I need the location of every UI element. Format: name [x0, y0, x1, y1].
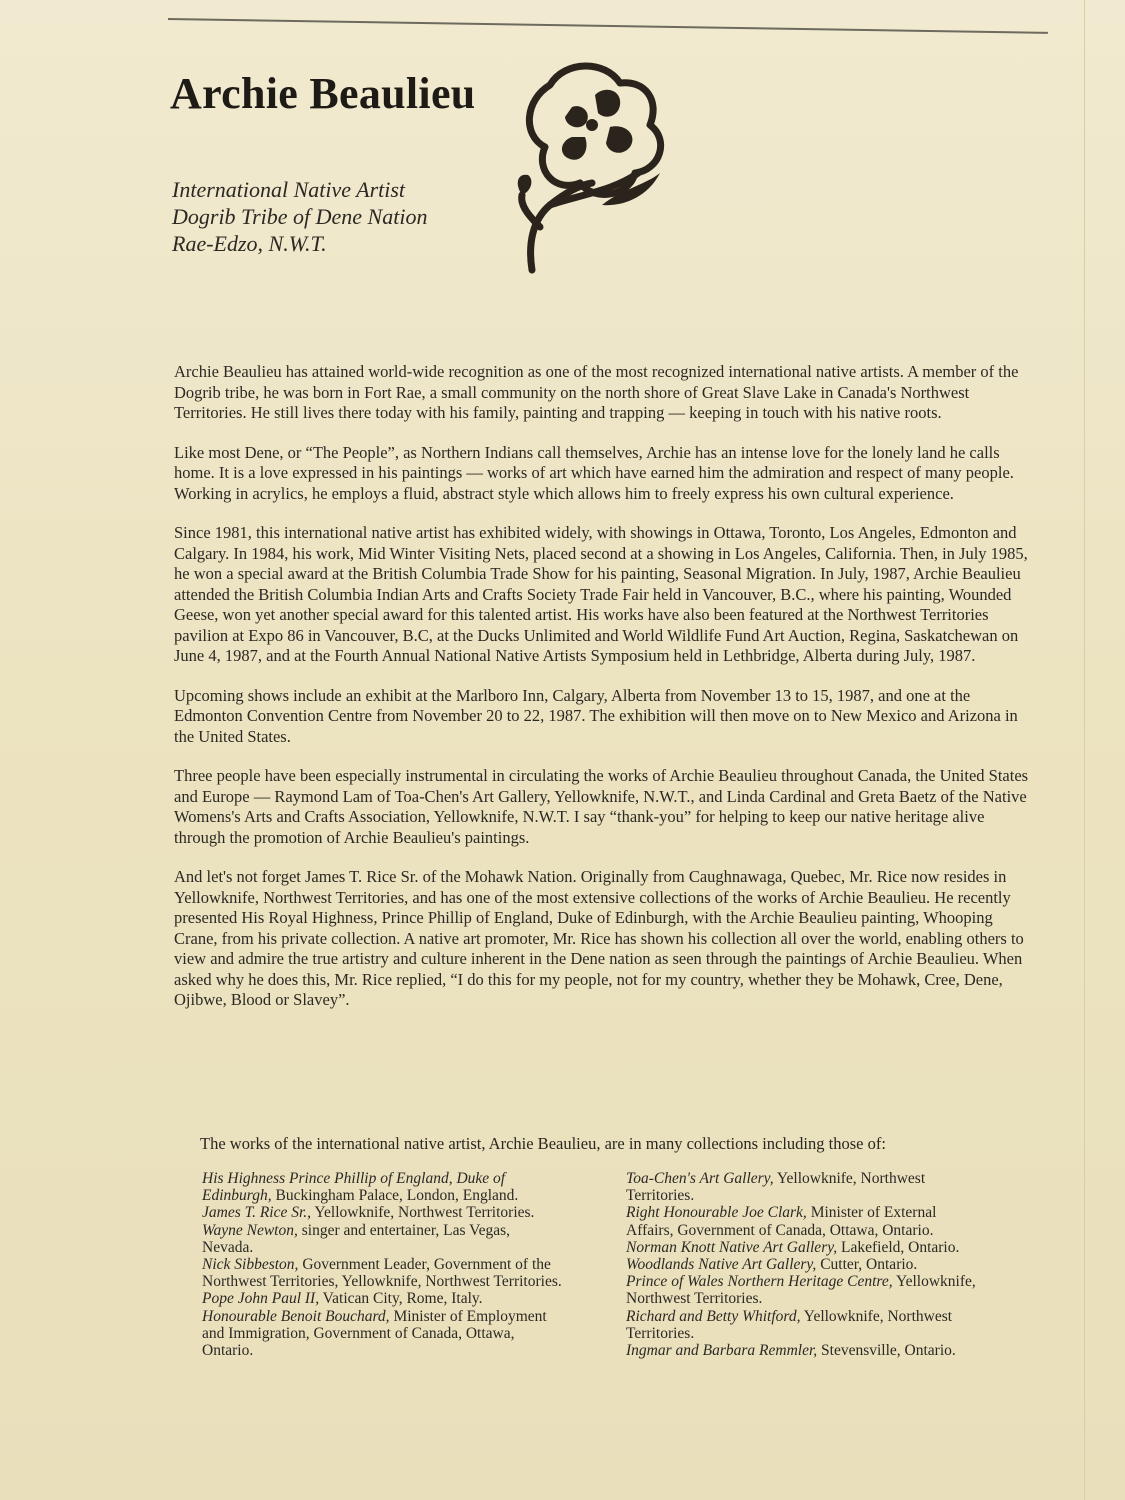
collection-entry [626, 1273, 986, 1307]
collector-detail: Vatican City, Rome, Italy. [319, 1290, 483, 1308]
collection-entry [626, 1239, 986, 1256]
collection-entry [626, 1308, 986, 1342]
collector-detail: Yellowknife, Northwest Territories. [626, 1273, 976, 1308]
collector-name: Pope John Paul II, [202, 1290, 320, 1308]
collection-entry [626, 1204, 986, 1238]
collector-detail: singer and entertainer, Las Vegas, Nevada. [202, 1221, 511, 1256]
biography-paragraph: Since 1981, this international native artist has exhibited widely, with showings in Ottawa, Toronto, Los Angeles, Edmonton and Calgary. In 1984, his work, Mid Winter Visiting Nets, placed second at a showing in Los Angeles, California. Then, in July 1985, he won a special award at the British Columbia Trade Show for his painting, Seasonal Migration. In July, 1987, Archie Beaulieu attended the British Columbia Indian Arts and Crafts Society Trade Fair held in Vancouver, B.C., where his painting, Wounded Geese, won yet another special award for this talented artist. His works have also been featured at the Northwest Territories pavilion at Expo 86 in Vancouver, B.C, at the Ducks Unlimited and World Wildlife Fund Art Auction, Regina, Saskatchewan on June 4, 1987, and at the Fourth Annual National Native Artists Symposium held in Lethbridge, Alberta during July, 1987. [174, 523, 1028, 665]
subtitle-line: Dogrib Tribe of Dene Nation [172, 204, 428, 229]
collector-detail: Yellowknife, Northwest Territories. [626, 1307, 953, 1342]
collector-detail: Minister of External Affairs, Government of Canada, Ottawa, Ontario. [626, 1204, 937, 1239]
page-title: Archie Beaulieu [170, 69, 476, 118]
collector-detail: Government Leader, Government of the Northwest Territories, Yellowknife, Northwest Territories. [202, 1256, 562, 1291]
collector-name: His Highness Prince Phillip of England, Duke of Edinburgh, [202, 1170, 506, 1205]
collector-detail: Cutter, Ontario. [816, 1256, 918, 1274]
collection-entry [202, 1256, 562, 1290]
biography-paragraph: Like most Dene, or “The People”, as Northern Indians call themselves, Archie has an intense love for the lonely land he calls home. It is a love expressed in his paintings — works of art which have earned him the admiration and respect of many people. Working in acrylics, he employs a fluid, abstract style which allows him to freely express his own cultural experience. [174, 442, 1014, 503]
biography-paragraph: Three people have been especially instrumental in circulating the works of Archie Beaulieu throughout Canada, the United States and Europe — Raymond Lam of Toa-Chen's Art Gallery, Yellowknife, N.W.T., and Linda Cardinal and Greta Baetz of the Native Womens's Arts and Crafts Association, Yellowknife, N.W.T. I say “thank-you” for helping to keep our native heritage alive through the promotion of Archie Beaulieu's paintings. [174, 766, 1029, 847]
collector-detail: Stevensville, Ontario. [817, 1342, 956, 1360]
collector-name: Richard and Betty Whitford, [626, 1307, 801, 1325]
collector-name: Ingmar and Barbara Remmler, [626, 1342, 818, 1360]
collections-list-right [626, 1170, 986, 1359]
collector-name: Right Honourable Joe Clark, [626, 1204, 807, 1222]
collection-entry [626, 1256, 986, 1273]
collector-name: Nick Sibbeston, [202, 1256, 299, 1274]
paper-fold-edge [1084, 0, 1085, 1500]
collector-name: Norman Knott Native Art Gallery, [626, 1238, 838, 1256]
collector-detail: Yellowknife, Northwest Territories. [311, 1204, 535, 1222]
collector-name: James T. Rice Sr., [202, 1204, 312, 1222]
subtitle-line: International Native Artist [172, 177, 406, 202]
collection-entry [626, 1342, 986, 1359]
collector-detail: Buckingham Palace, London, England. [271, 1187, 519, 1205]
biography-paragraph: Archie Beaulieu has attained world-wide recognition as one of the most recognized international native artists. A member of the Dogrib tribe, he was born in Fort Rae, a small community on the north shore of Great Slave Lake in Canada's Northwest Territories. He still lives there today with his family, painting and trapping — keeping in touch with his native roots. [174, 362, 1019, 422]
collection-entry [202, 1204, 562, 1221]
biography-paragraph: Upcoming shows include an exhibit at the Marlboro Inn, Calgary, Alberta from November 13 to 15, 1987, and one at the Edmonton Convention Centre from November 20 to 22, 1987. The exhibition will then move on to New Mexico and Arizona in the United States. [174, 685, 1018, 746]
subtitle-line: Rae-Edzo, N.W.T. [172, 231, 327, 256]
collector-detail: Yellowknife, Northwest Territories. [626, 1170, 926, 1205]
collector-detail: Lakefield, Ontario. [837, 1238, 960, 1256]
collector-name: Wayne Newton, [202, 1221, 298, 1239]
collection-entry [202, 1290, 562, 1307]
collections-list-left [202, 1170, 562, 1359]
collection-entry [202, 1308, 562, 1360]
collection-entry [202, 1170, 562, 1204]
collector-name: Prince of Wales Northern Heritage Centre, [626, 1273, 893, 1291]
biography-text [174, 362, 1034, 1030]
collector-name: Toa-Chen's Art Gallery, [626, 1170, 774, 1187]
artist-subtitle [172, 176, 427, 257]
biography-paragraph: And let's not forget James T. Rice Sr. of the Mohawk Nation. Originally from Caughnawaga, Quebec, Mr. Rice now resides in Yellowknife, Northwest Territories, and has one of the most extensive collections of the works of Archie Beaulieu. He recently presented His Royal Highness, Prince Phillip of England, Duke of Edinburgh, with the Archie Beaulieu painting, Whooping Crane, from his private collection. A native art promoter, Mr. Rice has shown his collection all over the world, enabling others to view and admire the true artistry and culture inherent in the Dene nation as seen through the paintings of Archie Beaulieu. When asked why he does this, Mr. Rice replied, “I do this for my people, not for my country, whether they be Mohawk, Cree, Dene, Ojibwe, Blood or Slavey”. [174, 867, 1024, 1009]
collection-entry [626, 1170, 986, 1204]
collector-detail: Minister of Employment and Immigration, Government of Canada, Ottawa, Ontario. [202, 1307, 547, 1360]
rose-flower-icon [510, 55, 685, 285]
collection-entry [202, 1222, 562, 1256]
collector-name: Honourable Benoit Bouchard, [202, 1307, 390, 1325]
collector-name: Woodlands Native Art Gallery, [626, 1256, 817, 1274]
collections-intro: The works of the international native artist, Archie Beaulieu, are in many collections including those of: [200, 1134, 886, 1153]
